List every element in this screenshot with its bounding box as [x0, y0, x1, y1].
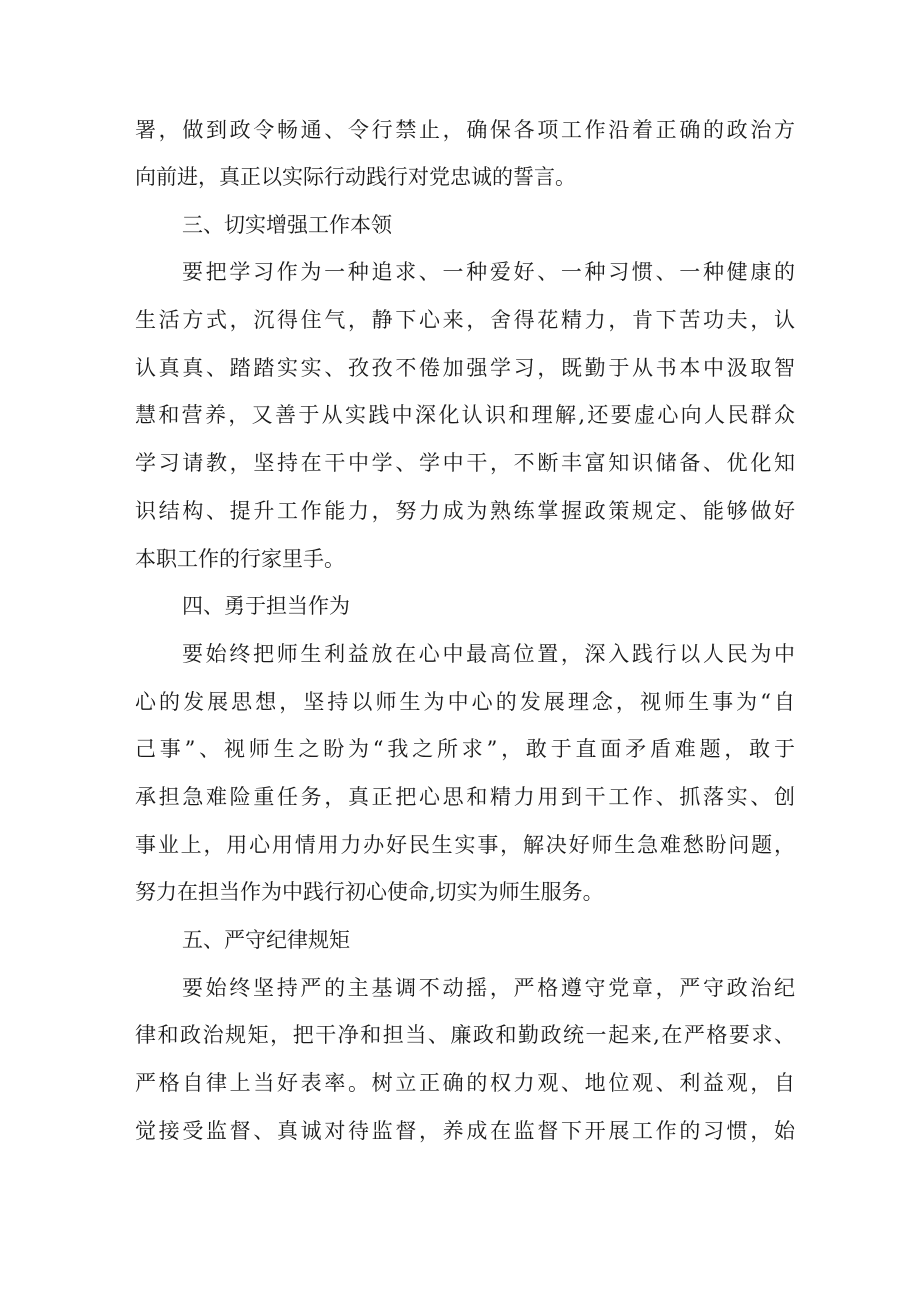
paragraph-line: 署，做到政令畅通、令行禁止，确保各项工作沿着正确的政治方 — [135, 118, 795, 142]
paragraph-line: 认真真、踏踏实实、孜孜不倦加强学习，既勤于从书本中汲取智 — [135, 356, 795, 380]
paragraph-line: 生活方式，沉得住气，静下心来，舍得花精力，肯下苦功夫，认 — [135, 308, 795, 332]
paragraph-line: 事业上，用心用情用力办好民生实事，解决好师生急难愁盼问题， — [135, 833, 795, 857]
paragraph-line: 识结构、提升工作能力，努力成为熟练掌握政策规定、能够做好 — [135, 499, 795, 523]
paragraph-line: 要始终把师生利益放在心中最高位置，深入践行以人民为中 — [182, 642, 795, 666]
paragraph-line: 本职工作的行家里手。 — [135, 547, 345, 571]
paragraph-line: 严格自律上当好表率。树立正确的权力观、地位观、利益观，自 — [135, 1071, 795, 1095]
section-heading-5: 五、严守纪律规矩 — [182, 928, 350, 952]
paragraph-line: 学习请教，坚持在干中学、学中干，不断丰富知识储备、优化知 — [135, 451, 795, 475]
paragraph-line: 慧和营养，又善于从实践中深化认识和理解,还要虚心向人民群众 — [135, 403, 795, 427]
paragraph-line: 承担急难险重任务，真正把心思和精力用到干工作、抓落实、创 — [135, 785, 795, 809]
paragraph-line: 努力在担当作为中践行初心使命,切实为师生服务。 — [135, 880, 604, 904]
section-heading-3: 三、切实增强工作本领 — [182, 213, 392, 237]
paragraph-line: 要把学习作为一种追求、一种爱好、一种习惯、一种健康的 — [182, 260, 795, 284]
paragraph-line: 觉接受监督、真诚对待监督，养成在监督下开展工作的习惯，始 — [135, 1119, 795, 1143]
paragraph-line: 要始终坚持严的主基调不动摇，严格遵守党章，严守政治纪 — [182, 976, 795, 1000]
paragraph-line: 心的发展思想，坚持以师生为中心的发展理念，视师生事为“自 — [135, 690, 795, 714]
paragraph-line: 律和政治规矩，把干净和担当、廉政和勤政统一起来,在严格要求、 — [135, 1023, 795, 1047]
paragraph-line: 己事”、视师生之盼为“我之所求”，敢于直面矛盾难题，敢于 — [135, 737, 795, 761]
section-heading-4: 四、勇于担当作为 — [182, 594, 350, 618]
paragraph-line: 向前进，真正以实际行动践行对党忠诚的誓言。 — [135, 165, 576, 189]
